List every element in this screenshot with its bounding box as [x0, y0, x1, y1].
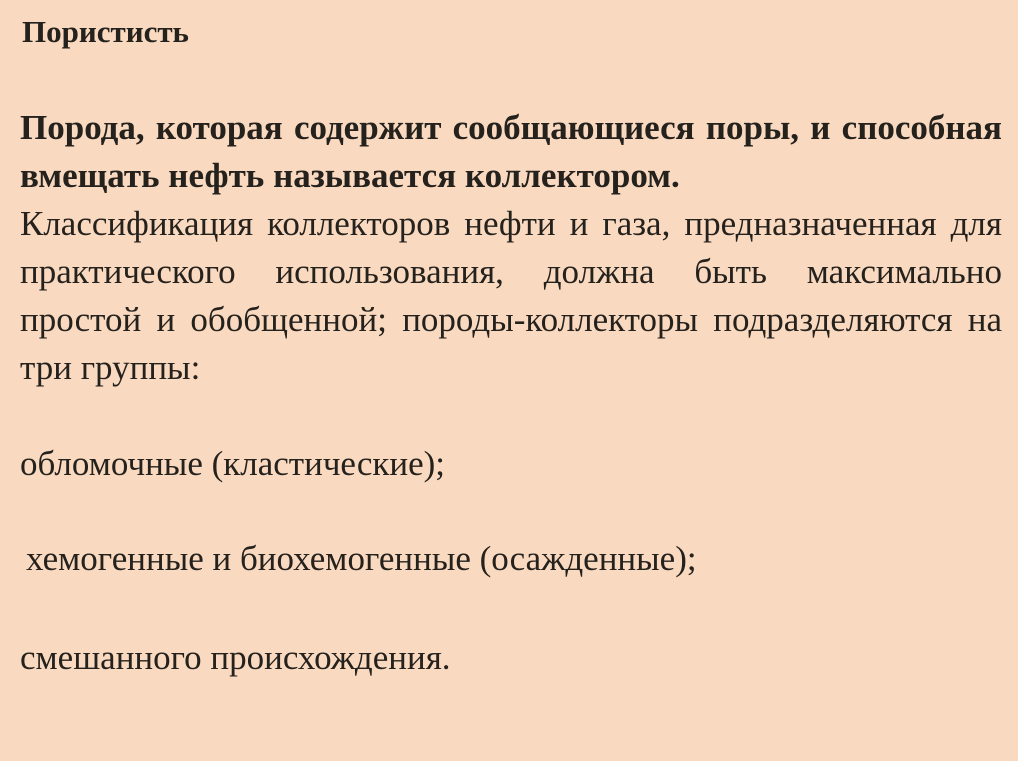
group-item-mixed: смешанного происхождения.	[20, 638, 451, 677]
group-item-chemogenic: хемогенные и биохемогенные (осажденные);	[26, 539, 697, 578]
definition-paragraph: Порода, которая содержит сообщающиеся поры, и способная вмещать нефть называется коллектором.	[20, 108, 1002, 195]
group-item-clastic: обломочные (кластические);	[20, 444, 446, 483]
classification-paragraph: Классификация коллекторов нефти и газа, предназначенная для практического использования, должна быть максимально простой и обобщенной; породы-коллекторы подразделяются на три группы:	[20, 204, 1002, 387]
slide-title: Пористисть	[22, 14, 189, 49]
